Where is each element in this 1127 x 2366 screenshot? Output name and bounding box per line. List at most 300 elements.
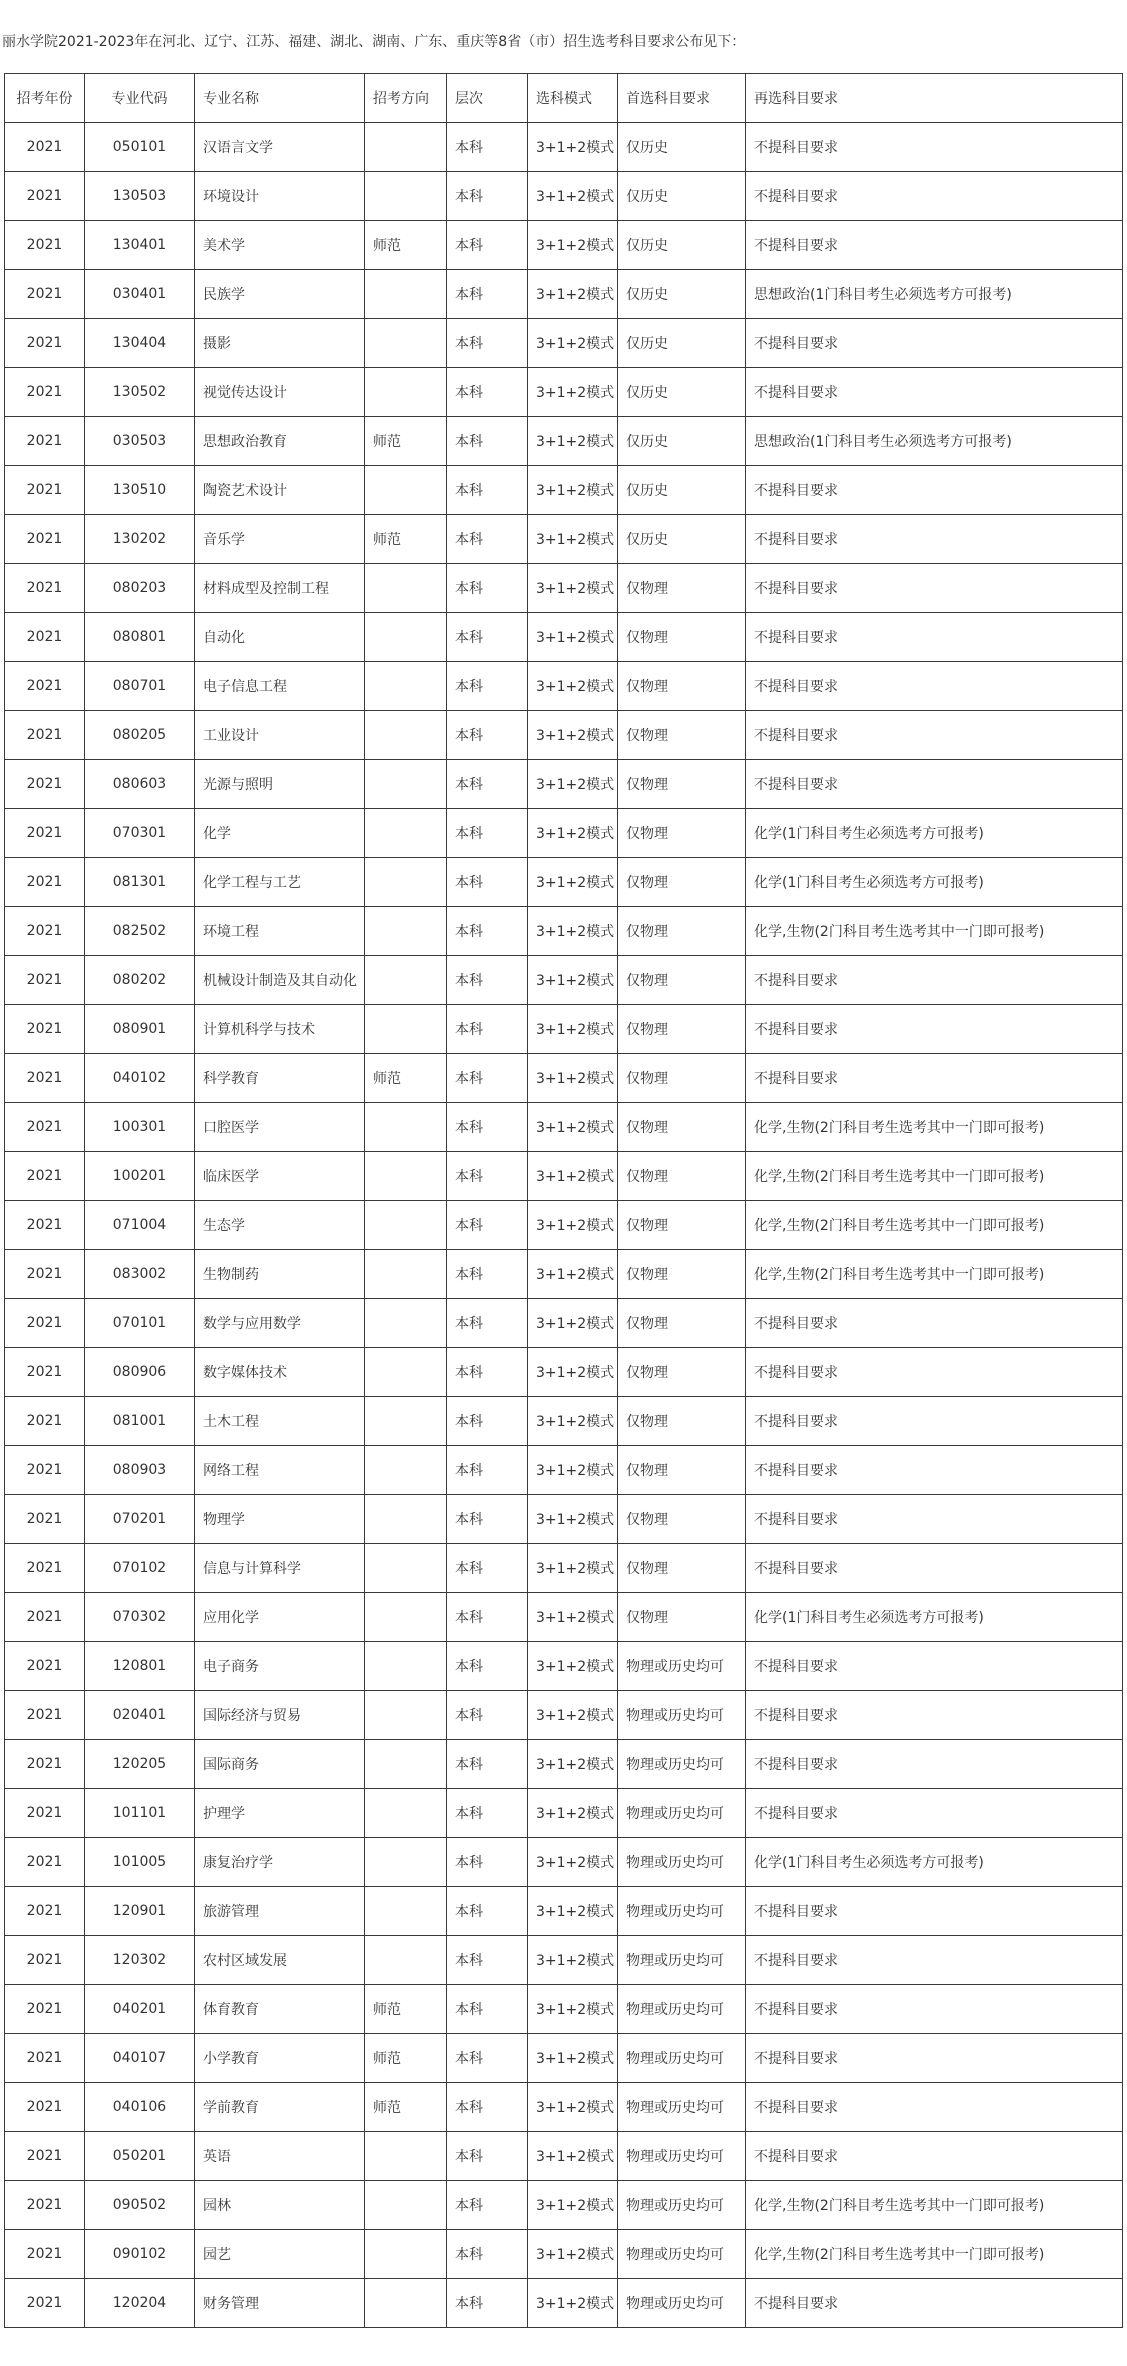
year-cell: 2021 <box>5 1838 85 1887</box>
level-cell: 本科 <box>447 711 528 760</box>
code-cell: 050101 <box>85 123 195 172</box>
direction-cell <box>365 1005 447 1054</box>
mode-cell: 3+1+2模式 <box>528 1201 618 1250</box>
direction-cell <box>365 1838 447 1887</box>
second-subject-cell: 不提科目要求 <box>746 1642 1123 1691</box>
mode-cell: 3+1+2模式 <box>528 417 618 466</box>
level-cell: 本科 <box>447 1348 528 1397</box>
year-cell: 2021 <box>5 1054 85 1103</box>
direction-cell: 师范 <box>365 2034 447 2083</box>
level-cell: 本科 <box>447 1152 528 1201</box>
first-subject-cell: 仅历史 <box>618 270 746 319</box>
first-subject-cell: 物理或历史均可 <box>618 1789 746 1838</box>
level-cell: 本科 <box>447 2132 528 2181</box>
level-cell: 本科 <box>447 1201 528 1250</box>
mode-cell: 3+1+2模式 <box>528 858 618 907</box>
code-cell: 040107 <box>85 2034 195 2083</box>
level-cell: 本科 <box>447 1103 528 1152</box>
table-row <box>5 956 1123 1005</box>
major-cell: 机械设计制造及其自动化 <box>195 956 365 1005</box>
level-cell: 本科 <box>447 760 528 809</box>
year-cell: 2021 <box>5 613 85 662</box>
second-subject-cell: 不提科目要求 <box>746 1544 1123 1593</box>
first-subject-cell: 物理或历史均可 <box>618 1691 746 1740</box>
first-subject-cell: 仅物理 <box>618 711 746 760</box>
table-row <box>5 662 1123 711</box>
code-cell: 130503 <box>85 172 195 221</box>
direction-cell <box>365 1887 447 1936</box>
mode-cell: 3+1+2模式 <box>528 515 618 564</box>
mode-cell: 3+1+2模式 <box>528 1740 618 1789</box>
major-cell: 光源与照明 <box>195 760 365 809</box>
level-cell: 本科 <box>447 1397 528 1446</box>
code-cell: 080906 <box>85 1348 195 1397</box>
table-row <box>5 221 1123 270</box>
major-cell: 化学工程与工艺 <box>195 858 365 907</box>
header-major: 专业名称 <box>195 74 365 123</box>
first-subject-cell: 仅物理 <box>618 1250 746 1299</box>
major-cell: 应用化学 <box>195 1593 365 1642</box>
year-cell: 2021 <box>5 1740 85 1789</box>
mode-cell: 3+1+2模式 <box>528 2279 618 2328</box>
major-cell: 美术学 <box>195 221 365 270</box>
year-cell: 2021 <box>5 270 85 319</box>
year-cell: 2021 <box>5 1985 85 2034</box>
mode-cell: 3+1+2模式 <box>528 1152 618 1201</box>
direction-cell <box>365 319 447 368</box>
code-cell: 100201 <box>85 1152 195 1201</box>
year-cell: 2021 <box>5 319 85 368</box>
major-cell: 数字媒体技术 <box>195 1348 365 1397</box>
mode-cell: 3+1+2模式 <box>528 1005 618 1054</box>
second-subject-cell: 化学,生物(2门科目考生选考其中一门即可报考) <box>746 2181 1123 2230</box>
table-row <box>5 1103 1123 1152</box>
table-row <box>5 760 1123 809</box>
mode-cell: 3+1+2模式 <box>528 2034 618 2083</box>
table-row <box>5 270 1123 319</box>
second-subject-cell: 化学,生物(2门科目考生选考其中一门即可报考) <box>746 2230 1123 2279</box>
level-cell: 本科 <box>447 858 528 907</box>
mode-cell: 3+1+2模式 <box>528 809 618 858</box>
first-subject-cell: 物理或历史均可 <box>618 1887 746 1936</box>
table-row <box>5 2181 1123 2230</box>
table-row <box>5 172 1123 221</box>
table-row <box>5 1642 1123 1691</box>
first-subject-cell: 仅物理 <box>618 1397 746 1446</box>
code-cell: 080603 <box>85 760 195 809</box>
second-subject-cell: 化学(1门科目考生必须选考方可报考) <box>746 809 1123 858</box>
table-row <box>5 515 1123 564</box>
second-subject-cell: 化学(1门科目考生必须选考方可报考) <box>746 1838 1123 1887</box>
code-cell: 070301 <box>85 809 195 858</box>
table-row <box>5 1201 1123 1250</box>
second-subject-cell: 化学,生物(2门科目考生选考其中一门即可报考) <box>746 1152 1123 1201</box>
second-subject-cell: 不提科目要求 <box>746 1789 1123 1838</box>
first-subject-cell: 物理或历史均可 <box>618 2279 746 2328</box>
table-row <box>5 1789 1123 1838</box>
second-subject-cell: 不提科目要求 <box>746 1005 1123 1054</box>
second-subject-cell: 不提科目要求 <box>746 1740 1123 1789</box>
year-cell: 2021 <box>5 172 85 221</box>
table-row <box>5 1005 1123 1054</box>
major-cell: 物理学 <box>195 1495 365 1544</box>
first-subject-cell: 物理或历史均可 <box>618 1838 746 1887</box>
table-header-row <box>5 74 1123 123</box>
second-subject-cell: 思想政治(1门科目考生必须选考方可报考) <box>746 270 1123 319</box>
major-cell: 国际商务 <box>195 1740 365 1789</box>
table-row <box>5 711 1123 760</box>
level-cell: 本科 <box>447 1789 528 1838</box>
level-cell: 本科 <box>447 1593 528 1642</box>
direction-cell <box>365 858 447 907</box>
direction-cell <box>365 1593 447 1642</box>
first-subject-cell: 物理或历史均可 <box>618 1936 746 1985</box>
first-subject-cell: 仅物理 <box>618 1299 746 1348</box>
second-subject-cell: 不提科目要求 <box>746 2279 1123 2328</box>
direction-cell <box>365 2181 447 2230</box>
major-cell: 园艺 <box>195 2230 365 2279</box>
first-subject-cell: 仅物理 <box>618 858 746 907</box>
mode-cell: 3+1+2模式 <box>528 1593 618 1642</box>
level-cell: 本科 <box>447 2083 528 2132</box>
header-level: 层次 <box>447 74 528 123</box>
major-cell: 电子商务 <box>195 1642 365 1691</box>
direction-cell <box>365 1789 447 1838</box>
table-row <box>5 2034 1123 2083</box>
major-cell: 科学教育 <box>195 1054 365 1103</box>
level-cell: 本科 <box>447 368 528 417</box>
header-second-subject: 再选科目要求 <box>746 74 1123 123</box>
first-subject-cell: 物理或历史均可 <box>618 2230 746 2279</box>
second-subject-cell: 不提科目要求 <box>746 172 1123 221</box>
year-cell: 2021 <box>5 1691 85 1740</box>
table-row <box>5 123 1123 172</box>
level-cell: 本科 <box>447 907 528 956</box>
direction-cell <box>365 368 447 417</box>
major-cell: 英语 <box>195 2132 365 2181</box>
mode-cell: 3+1+2模式 <box>528 564 618 613</box>
major-cell: 临床医学 <box>195 1152 365 1201</box>
code-cell: 080205 <box>85 711 195 760</box>
level-cell: 本科 <box>447 1985 528 2034</box>
table-row <box>5 1299 1123 1348</box>
direction-cell <box>365 1446 447 1495</box>
code-cell: 130510 <box>85 466 195 515</box>
level-cell: 本科 <box>447 662 528 711</box>
first-subject-cell: 仅历史 <box>618 221 746 270</box>
mode-cell: 3+1+2模式 <box>528 2181 618 2230</box>
year-cell: 2021 <box>5 858 85 907</box>
code-cell: 101101 <box>85 1789 195 1838</box>
first-subject-cell: 仅历史 <box>618 466 746 515</box>
major-cell: 康复治疗学 <box>195 1838 365 1887</box>
code-cell: 070302 <box>85 1593 195 1642</box>
direction-cell: 师范 <box>365 515 447 564</box>
second-subject-cell: 不提科目要求 <box>746 368 1123 417</box>
mode-cell: 3+1+2模式 <box>528 1397 618 1446</box>
first-subject-cell: 仅物理 <box>618 1005 746 1054</box>
year-cell: 2021 <box>5 221 85 270</box>
direction-cell <box>365 1152 447 1201</box>
mode-cell: 3+1+2模式 <box>528 1985 618 2034</box>
table-row <box>5 1250 1123 1299</box>
second-subject-cell: 不提科目要求 <box>746 2034 1123 2083</box>
second-subject-cell: 不提科目要求 <box>746 1691 1123 1740</box>
code-cell: 040106 <box>85 2083 195 2132</box>
first-subject-cell: 仅历史 <box>618 123 746 172</box>
code-cell: 130502 <box>85 368 195 417</box>
table-row <box>5 2279 1123 2328</box>
second-subject-cell: 化学(1门科目考生必须选考方可报考) <box>746 858 1123 907</box>
code-cell: 080203 <box>85 564 195 613</box>
major-cell: 生物制药 <box>195 1250 365 1299</box>
major-cell: 体育教育 <box>195 1985 365 2034</box>
year-cell: 2021 <box>5 1544 85 1593</box>
table-row <box>5 1544 1123 1593</box>
direction-cell <box>365 1299 447 1348</box>
level-cell: 本科 <box>447 1642 528 1691</box>
first-subject-cell: 物理或历史均可 <box>618 2181 746 2230</box>
level-cell: 本科 <box>447 1691 528 1740</box>
mode-cell: 3+1+2模式 <box>528 1299 618 1348</box>
mode-cell: 3+1+2模式 <box>528 1054 618 1103</box>
first-subject-cell: 物理或历史均可 <box>618 1740 746 1789</box>
second-subject-cell: 不提科目要求 <box>746 2083 1123 2132</box>
year-cell: 2021 <box>5 809 85 858</box>
code-cell: 120901 <box>85 1887 195 1936</box>
year-cell: 2021 <box>5 1446 85 1495</box>
year-cell: 2021 <box>5 1005 85 1054</box>
direction-cell <box>365 1495 447 1544</box>
year-cell: 2021 <box>5 1397 85 1446</box>
table-row <box>5 1397 1123 1446</box>
subject-requirements-table <box>4 73 1123 2328</box>
code-cell: 030503 <box>85 417 195 466</box>
year-cell: 2021 <box>5 2279 85 2328</box>
direction-cell <box>365 564 447 613</box>
year-cell: 2021 <box>5 1789 85 1838</box>
mode-cell: 3+1+2模式 <box>528 1446 618 1495</box>
direction-cell: 师范 <box>365 417 447 466</box>
mode-cell: 3+1+2模式 <box>528 711 618 760</box>
first-subject-cell: 仅历史 <box>618 515 746 564</box>
first-subject-cell: 仅历史 <box>618 417 746 466</box>
table-row <box>5 1495 1123 1544</box>
level-cell: 本科 <box>447 1054 528 1103</box>
year-cell: 2021 <box>5 956 85 1005</box>
year-cell: 2021 <box>5 760 85 809</box>
year-cell: 2021 <box>5 662 85 711</box>
year-cell: 2021 <box>5 2230 85 2279</box>
second-subject-cell: 化学,生物(2门科目考生选考其中一门即可报考) <box>746 1201 1123 1250</box>
direction-cell: 师范 <box>365 1985 447 2034</box>
table-row <box>5 2132 1123 2181</box>
major-cell: 信息与计算科学 <box>195 1544 365 1593</box>
mode-cell: 3+1+2模式 <box>528 1495 618 1544</box>
major-cell: 音乐学 <box>195 515 365 564</box>
mode-cell: 3+1+2模式 <box>528 368 618 417</box>
first-subject-cell: 仅历史 <box>618 368 746 417</box>
year-cell: 2021 <box>5 1299 85 1348</box>
second-subject-cell: 不提科目要求 <box>746 1495 1123 1544</box>
mode-cell: 3+1+2模式 <box>528 1887 618 1936</box>
mode-cell: 3+1+2模式 <box>528 221 618 270</box>
major-cell: 摄影 <box>195 319 365 368</box>
year-cell: 2021 <box>5 1593 85 1642</box>
direction-cell <box>365 956 447 1005</box>
table-row <box>5 1887 1123 1936</box>
year-cell: 2021 <box>5 368 85 417</box>
major-cell: 国际经济与贸易 <box>195 1691 365 1740</box>
second-subject-cell: 不提科目要求 <box>746 319 1123 368</box>
table-row <box>5 2230 1123 2279</box>
second-subject-cell: 化学,生物(2门科目考生选考其中一门即可报考) <box>746 907 1123 956</box>
second-subject-cell: 化学,生物(2门科目考生选考其中一门即可报考) <box>746 1250 1123 1299</box>
first-subject-cell: 物理或历史均可 <box>618 1642 746 1691</box>
direction-cell <box>365 1201 447 1250</box>
mode-cell: 3+1+2模式 <box>528 2083 618 2132</box>
mode-cell: 3+1+2模式 <box>528 2132 618 2181</box>
level-cell: 本科 <box>447 515 528 564</box>
level-cell: 本科 <box>447 2279 528 2328</box>
mode-cell: 3+1+2模式 <box>528 1789 618 1838</box>
direction-cell <box>365 2132 447 2181</box>
code-cell: 130202 <box>85 515 195 564</box>
major-cell: 农村区域发展 <box>195 1936 365 1985</box>
major-cell: 工业设计 <box>195 711 365 760</box>
table-row <box>5 1740 1123 1789</box>
intro-text: 丽水学院2021-2023年在河北、辽宁、江苏、福建、湖北、湖南、广东、重庆等8省（市）招生选考科目要求公布见下： <box>2 34 746 50</box>
table-row <box>5 1838 1123 1887</box>
second-subject-cell: 不提科目要求 <box>746 123 1123 172</box>
code-cell: 081301 <box>85 858 195 907</box>
year-cell: 2021 <box>5 2132 85 2181</box>
major-cell: 学前教育 <box>195 2083 365 2132</box>
table-row <box>5 417 1123 466</box>
first-subject-cell: 仅物理 <box>618 809 746 858</box>
direction-cell <box>365 1936 447 1985</box>
major-cell: 思想政治教育 <box>195 417 365 466</box>
direction-cell: 师范 <box>365 1054 447 1103</box>
first-subject-cell: 仅物理 <box>618 613 746 662</box>
second-subject-cell: 不提科目要求 <box>746 1985 1123 2034</box>
second-subject-cell: 不提科目要求 <box>746 613 1123 662</box>
second-subject-cell: 不提科目要求 <box>746 564 1123 613</box>
level-cell: 本科 <box>447 1495 528 1544</box>
direction-cell <box>365 2230 447 2279</box>
year-cell: 2021 <box>5 2034 85 2083</box>
code-cell: 101005 <box>85 1838 195 1887</box>
mode-cell: 3+1+2模式 <box>528 1103 618 1152</box>
direction-cell <box>365 711 447 760</box>
code-cell: 070102 <box>85 1544 195 1593</box>
direction-cell <box>365 1250 447 1299</box>
first-subject-cell: 仅物理 <box>618 1103 746 1152</box>
major-cell: 计算机科学与技术 <box>195 1005 365 1054</box>
level-cell: 本科 <box>447 221 528 270</box>
direction-cell <box>365 809 447 858</box>
major-cell: 小学教育 <box>195 2034 365 2083</box>
year-cell: 2021 <box>5 1936 85 1985</box>
header-first-subject: 首选科目要求 <box>618 74 746 123</box>
first-subject-cell: 仅物理 <box>618 1446 746 1495</box>
year-cell: 2021 <box>5 1642 85 1691</box>
mode-cell: 3+1+2模式 <box>528 123 618 172</box>
code-cell: 120205 <box>85 1740 195 1789</box>
first-subject-cell: 仅物理 <box>618 1054 746 1103</box>
table-row <box>5 368 1123 417</box>
direction-cell <box>365 466 447 515</box>
level-cell: 本科 <box>447 2230 528 2279</box>
major-cell: 生态学 <box>195 1201 365 1250</box>
mode-cell: 3+1+2模式 <box>528 1250 618 1299</box>
first-subject-cell: 仅物理 <box>618 1152 746 1201</box>
direction-cell <box>365 662 447 711</box>
year-cell: 2021 <box>5 1887 85 1936</box>
table-row <box>5 809 1123 858</box>
level-cell: 本科 <box>447 1544 528 1593</box>
year-cell: 2021 <box>5 417 85 466</box>
level-cell: 本科 <box>447 1005 528 1054</box>
major-cell: 数学与应用数学 <box>195 1299 365 1348</box>
year-cell: 2021 <box>5 1348 85 1397</box>
level-cell: 本科 <box>447 1936 528 1985</box>
major-cell: 环境工程 <box>195 907 365 956</box>
second-subject-cell: 不提科目要求 <box>746 1397 1123 1446</box>
header-mode: 选科模式 <box>528 74 618 123</box>
level-cell: 本科 <box>447 123 528 172</box>
level-cell: 本科 <box>447 1887 528 1936</box>
first-subject-cell: 仅物理 <box>618 1593 746 1642</box>
second-subject-cell: 不提科目要求 <box>746 760 1123 809</box>
mode-cell: 3+1+2模式 <box>528 662 618 711</box>
code-cell: 082502 <box>85 907 195 956</box>
level-cell: 本科 <box>447 564 528 613</box>
mode-cell: 3+1+2模式 <box>528 1642 618 1691</box>
level-cell: 本科 <box>447 172 528 221</box>
level-cell: 本科 <box>447 466 528 515</box>
code-cell: 071004 <box>85 1201 195 1250</box>
year-cell: 2021 <box>5 1201 85 1250</box>
major-cell: 环境设计 <box>195 172 365 221</box>
mode-cell: 3+1+2模式 <box>528 466 618 515</box>
first-subject-cell: 仅历史 <box>618 172 746 221</box>
header-code: 专业代码 <box>85 74 195 123</box>
code-cell: 080202 <box>85 956 195 1005</box>
level-cell: 本科 <box>447 2034 528 2083</box>
level-cell: 本科 <box>447 613 528 662</box>
table-row <box>5 907 1123 956</box>
code-cell: 120801 <box>85 1642 195 1691</box>
first-subject-cell: 仅物理 <box>618 760 746 809</box>
level-cell: 本科 <box>447 1299 528 1348</box>
code-cell: 030401 <box>85 270 195 319</box>
level-cell: 本科 <box>447 1740 528 1789</box>
code-cell: 090502 <box>85 2181 195 2230</box>
mode-cell: 3+1+2模式 <box>528 2230 618 2279</box>
code-cell: 070101 <box>85 1299 195 1348</box>
code-cell: 081001 <box>85 1397 195 1446</box>
mode-cell: 3+1+2模式 <box>528 172 618 221</box>
code-cell: 120302 <box>85 1936 195 1985</box>
major-cell: 材料成型及控制工程 <box>195 564 365 613</box>
code-cell: 083002 <box>85 1250 195 1299</box>
second-subject-cell: 不提科目要求 <box>746 662 1123 711</box>
second-subject-cell: 不提科目要求 <box>746 1054 1123 1103</box>
second-subject-cell: 不提科目要求 <box>746 1348 1123 1397</box>
direction-cell <box>365 1544 447 1593</box>
code-cell: 130401 <box>85 221 195 270</box>
